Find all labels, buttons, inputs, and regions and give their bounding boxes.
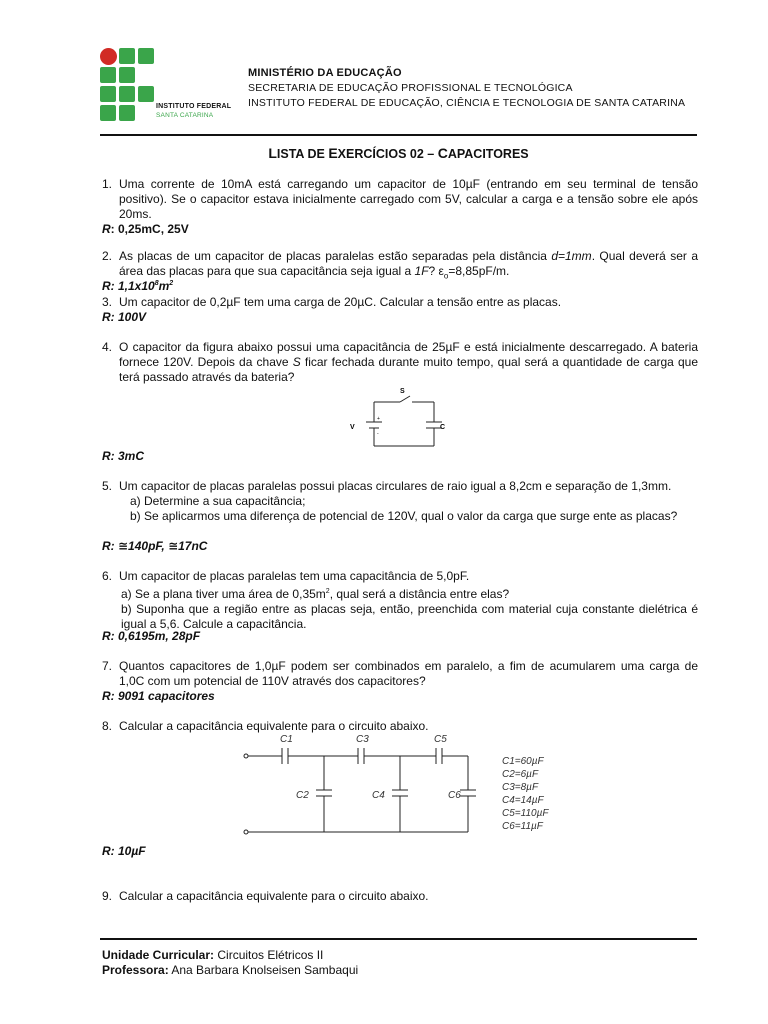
exercise-number: 8. (102, 719, 113, 733)
exercise-number: 9. (102, 889, 113, 903)
value-c5: C5=110µF (502, 808, 549, 819)
exercise-number: 2. (102, 249, 113, 263)
footer (102, 948, 358, 978)
plus-sign: + (377, 416, 380, 422)
rc-circuit-diagram (344, 384, 454, 454)
logo-institution-name: INSTITUTO FEDERAL (156, 103, 232, 110)
exercise-5-answer: R: ≅140pF, ≅17nC (102, 539, 208, 553)
exercise-subitem: b) Se aplicarmos uma diferença de potencial de 120V, qual o valor da carga que surge ente as placas? (130, 509, 678, 523)
source-label: V (350, 424, 355, 431)
exercise-6 (102, 569, 698, 632)
exercise-1 (102, 177, 698, 222)
logo-red-dot (100, 48, 117, 65)
footer-professor: Professora: Ana Barbara Knolseisen Sambaqui (102, 963, 359, 977)
logo-square (138, 86, 154, 102)
exercise-text: Um capacitor de placas paralelas possui placas circulares de raio igual a 8,2cm e separação de 1,3mm. (119, 479, 672, 493)
logo-square (119, 67, 135, 83)
exercise-7 (102, 659, 698, 689)
exercise-3-answer: R: 100V (102, 310, 147, 324)
logo-square (119, 105, 135, 121)
switch-label: S (400, 388, 405, 395)
exercise-6-answer: R: 0,6195m, 28pF (102, 629, 201, 643)
capacitor-label: C (440, 424, 446, 431)
value-c3: C3=8µF (502, 782, 539, 793)
logo-square (119, 86, 135, 102)
logo-square (100, 105, 116, 121)
logo-square (119, 48, 135, 64)
exercise-number: 7. (102, 659, 113, 673)
exercise-2 (102, 249, 698, 283)
logo-square (100, 86, 116, 102)
exercise-number: 4. (102, 340, 113, 354)
exercise-9 (102, 889, 698, 904)
footer-rule (100, 938, 697, 940)
exercise-text: Um capacitor de placas paralelas tem uma capacitância de 5,0pF. (119, 569, 470, 583)
exercise-4 (102, 340, 698, 385)
exercise-number: 3. (102, 295, 113, 309)
label-c4: C4 (372, 790, 385, 801)
capacitor-ladder-diagram (236, 730, 566, 848)
minus-sign: - (377, 431, 379, 437)
letterhead (248, 66, 685, 111)
value-c2: C2=6µF (502, 769, 539, 780)
exercise-8-answer: R: 10µF (102, 844, 146, 858)
exercise-1-answer: R: 0,25mC, 25V (102, 222, 189, 236)
exercise-subitem: b) Suponha que a região entre as placas seja, então, preenchida com material cuja constante dielétrica é igual a 5,6. Calcule a capacitância. (121, 602, 698, 631)
exercise-4-answer: R: 3mC (102, 449, 145, 463)
institution-logo (100, 48, 240, 128)
exercise-number: 6. (102, 569, 113, 583)
label-c5: C5 (434, 734, 447, 745)
exercise-text: Quantos capacitores de 1,0µF podem ser combinados em paralelo, a fim de acumularem uma carga de 1,0C com um potencial de 110V através dos capacitores? (119, 659, 698, 688)
logo-square (100, 67, 116, 83)
document-title: LISTA DE EXERCÍCIOS 02 – CAPACITORES (268, 145, 529, 161)
exercise-text: As placas de um capacitor de placas paralelas estão separadas pela distância d=1mm. Qual deverá ser a área das placas para que sua capacitância seja igual a 1F? $\varepsilon_o=8,85pF/m$. (119, 249, 698, 281)
exercise-7-answer: R: 9091 capacitores (102, 689, 215, 703)
exercise-number: 5. (102, 479, 113, 493)
value-c1: C1=60µF (502, 756, 544, 767)
exercise-2-answer: R: $1,1x10^8m^2$ (102, 279, 174, 293)
exercise-subitem: a) Determine a sua capacitância; (130, 494, 306, 508)
logo-institution-subtitle: SANTA CATARINA (156, 112, 214, 119)
label-c6: C6 (448, 790, 461, 801)
exercise-text: Uma corrente de 10mA está carregando um capacitor de 10µF (entrando em seu terminal de tensão positivo). Se o capacitor estava inicialmente carregado com 5V, calcular a carga e a tensão sobre ele após 20ms. (119, 177, 698, 221)
label-c2: C2 (296, 790, 309, 801)
exercise-text: Calcular a capacitância equivalente para o circuito abaixo. (119, 889, 429, 903)
header-rule (100, 134, 697, 136)
secretariat-name: SECRETARIA DE EDUCAÇÃO PROFISSIONAL E TECNOLÓGICA (248, 82, 573, 94)
institute-name: INSTITUTO FEDERAL DE EDUCAÇÃO, CIÊNCIA E TECNOLOGIA DE SANTA CATARINA (248, 97, 686, 109)
exercise-text: Um capacitor de 0,2µF tem uma carga de 20µC. Calcular a tensão entre as placas. (119, 295, 562, 309)
exercise-text: O capacitor da figura abaixo possui uma capacitância de 25µF e está inicialmente descarregado. A bateria fornece 120V. Depois da chave S ficar fechada durante muito tempo, qual será a quantidade de carga que terá passado através da bateria? (119, 340, 698, 384)
exercise-text: Calcular a capacitância equivalente para o circuito abaixo. (119, 719, 429, 733)
value-c6: C6=11µF (502, 821, 543, 832)
logo-square (138, 48, 154, 64)
ministry-name: MINISTÉRIO DA EDUCAÇÃO (248, 67, 402, 79)
exercise-5 (102, 479, 698, 524)
label-c3: C3 (356, 734, 369, 745)
exercise-3 (102, 295, 698, 310)
footer-unit: Unidade Curricular: Circuitos Elétricos II (102, 948, 324, 962)
exercise-subitem: a) Se a plana tiver uma área de $0,35m^2$, qual será a distância entre elas? (121, 587, 510, 601)
label-c1: C1 (280, 734, 293, 745)
exercise-number: 1. (102, 177, 113, 191)
value-c4: C4=14µF (502, 795, 544, 806)
